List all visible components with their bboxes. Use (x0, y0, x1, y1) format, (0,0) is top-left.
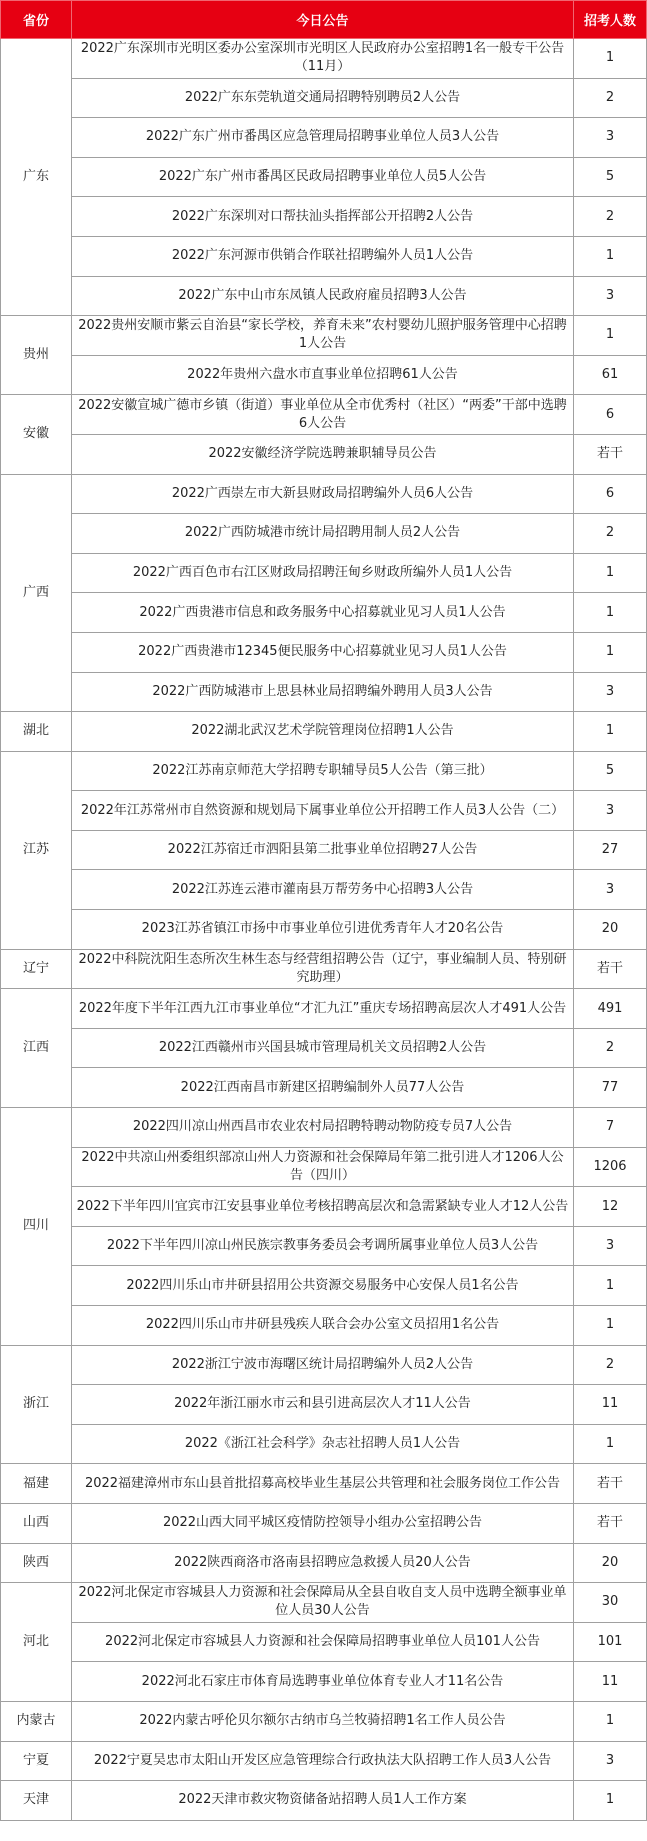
province-cell: 福建 (1, 1464, 72, 1504)
announcement-link[interactable]: 2022四川乐山市井研县招用公共资源交易服务中心安保人员1名公告 (72, 1266, 574, 1306)
recruit-count: 3 (574, 276, 647, 316)
table-row (1, 672, 647, 712)
table-row (1, 632, 647, 672)
table-row (1, 276, 647, 316)
announcement-link[interactable]: 2022浙江宁波市海曙区统计局招聘编外人员2人公告 (72, 1345, 574, 1385)
province-cell: 辽宁 (1, 949, 72, 989)
table-row (1, 39, 647, 79)
announcement-link[interactable]: 2022江苏南京师范大学招聘专职辅导员5人公告（第三批） (72, 751, 574, 791)
recruit-count: 30 (574, 1583, 647, 1623)
table-row (1, 1028, 647, 1068)
announcement-link[interactable]: 2022陕西商洛市洛南县招聘应急救援人员20人公告 (72, 1543, 574, 1583)
province-cell: 内蒙古 (1, 1701, 72, 1741)
table-row (1, 157, 647, 197)
table-row (1, 1543, 647, 1583)
announcement-link[interactable]: 2022江苏连云港市灌南县万帮劳务中心招聘3人公告 (72, 870, 574, 910)
recruit-count: 1206 (574, 1147, 647, 1187)
recruit-count: 5 (574, 157, 647, 197)
announcement-link[interactable]: 2022河北保定市容城县人力资源和社会保障局招聘事业单位人员101人公告 (72, 1622, 574, 1662)
announcement-link[interactable]: 2022广东东莞轨道交通局招聘特别聘员2人公告 (72, 78, 574, 118)
recruit-count: 1 (574, 1306, 647, 1346)
recruit-count: 20 (574, 1543, 647, 1583)
header-count: 招考人数 (574, 1, 647, 39)
announcement-link[interactable]: 2022广东河源市供销合作联社招聘编外人员1人公告 (72, 236, 574, 276)
table-row (1, 791, 647, 831)
announcement-link[interactable]: 2022安徽宣城广德市乡镇（街道）事业单位从全市优秀村（社区）“两委”干部中选聘6人公告 (72, 395, 574, 435)
recruit-count: 3 (574, 791, 647, 831)
province-cell: 山西 (1, 1503, 72, 1543)
table-row (1, 395, 647, 435)
table-row (1, 553, 647, 593)
recruit-count: 11 (574, 1662, 647, 1702)
announcement-link[interactable]: 2022福建漳州市东山县首批招募高校毕业生基层公共管理和社会服务岗位工作公告 (72, 1464, 574, 1504)
province-cell: 陕西 (1, 1543, 72, 1583)
recruit-count: 1 (574, 1424, 647, 1464)
table-row (1, 1741, 647, 1781)
table-row (1, 1464, 647, 1504)
table-row (1, 1226, 647, 1266)
table-row (1, 1345, 647, 1385)
province-cell: 湖北 (1, 712, 72, 752)
recruit-count: 3 (574, 1741, 647, 1781)
announcement-link[interactable]: 2023江苏省镇江市扬中市事业单位引进优秀青年人才20名公告 (72, 910, 574, 950)
table-row (1, 910, 647, 950)
recruit-count: 若干 (574, 949, 647, 989)
table-row (1, 434, 647, 474)
province-cell: 广东 (1, 39, 72, 316)
table-row (1, 830, 647, 870)
announcement-link[interactable]: 2022下半年四川凉山州民族宗教事务委员会考调所属事业单位人员3人公告 (72, 1226, 574, 1266)
recruit-count: 若干 (574, 434, 647, 474)
announcement-link[interactable]: 2022广东深圳市光明区委办公室深圳市光明区人民政府办公室招聘1名一般专干公告（11月） (72, 39, 574, 79)
announcement-link[interactable]: 2022天津市救灾物资储备站招聘人员1人工作方案 (72, 1781, 574, 1821)
announcement-link[interactable]: 2022广西防城港市统计局招聘用制人员2人公告 (72, 514, 574, 554)
table-row (1, 1583, 647, 1623)
table-row (1, 1781, 647, 1821)
table-row (1, 1701, 647, 1741)
province-cell: 天津 (1, 1781, 72, 1821)
table-row (1, 1622, 647, 1662)
announcement-link[interactable]: 2022中科院沈阳生态所次生林生态与经营组招聘公告（辽宁，事业编制人员、特别研究助理） (72, 949, 574, 989)
table-row (1, 989, 647, 1029)
table-row (1, 514, 647, 554)
province-cell: 广西 (1, 474, 72, 712)
table-row (1, 1385, 647, 1425)
recruit-count: 6 (574, 395, 647, 435)
recruit-count: 2 (574, 197, 647, 237)
province-cell: 浙江 (1, 1345, 72, 1464)
table-row (1, 1662, 647, 1702)
recruit-count: 2 (574, 1345, 647, 1385)
recruit-count: 2 (574, 1028, 647, 1068)
recruit-count: 1 (574, 712, 647, 752)
header-row (1, 1, 647, 39)
recruit-count: 491 (574, 989, 647, 1029)
table-row (1, 1306, 647, 1346)
recruit-count: 11 (574, 1385, 647, 1425)
province-cell: 贵州 (1, 316, 72, 395)
announcement-link[interactable]: 2022年江苏常州市自然资源和规划局下属事业单位公开招聘工作人员3人公告（二） (72, 791, 574, 831)
table-row (1, 316, 647, 356)
announcement-link[interactable]: 2022广西贵港市信息和政务服务中心招募就业见习人员1人公告 (72, 593, 574, 633)
announcement-link[interactable]: 2022四川凉山州西昌市农业农村局招聘特聘动物防疫专员7人公告 (72, 1108, 574, 1148)
table-row (1, 870, 647, 910)
announcement-link[interactable]: 2022安徽经济学院选聘兼职辅导员公告 (72, 434, 574, 474)
header-title: 今日公告 (72, 1, 574, 39)
recruit-count: 1 (574, 39, 647, 79)
recruit-count: 1 (574, 593, 647, 633)
recruit-count: 3 (574, 870, 647, 910)
table-row (1, 1424, 647, 1464)
announcement-link[interactable]: 2022宁夏吴忠市太阳山开发区应急管理综合行政执法大队招聘工作人员3人公告 (72, 1741, 574, 1781)
announcement-link[interactable]: 2022广西防城港市上思县林业局招聘编外聘用人员3人公告 (72, 672, 574, 712)
announcement-link[interactable]: 2022中共凉山州委组织部凉山州人力资源和社会保障局年第二批引进人才1206人公告（四川） (72, 1147, 574, 1187)
announcement-link[interactable]: 2022广西崇左市大新县财政局招聘编外人员6人公告 (72, 474, 574, 514)
recruit-count: 1 (574, 1266, 647, 1306)
recruit-count: 2 (574, 78, 647, 118)
table-row (1, 1266, 647, 1306)
header-province: 省份 (1, 1, 72, 39)
announcement-link[interactable]: 2022年贵州六盘水市直事业单位招聘61人公告 (72, 355, 574, 395)
announcement-link[interactable]: 2022江西南昌市新建区招聘编制外人员77人公告 (72, 1068, 574, 1108)
recruit-count: 3 (574, 672, 647, 712)
recruit-count: 12 (574, 1187, 647, 1227)
table-row (1, 78, 647, 118)
announcement-link[interactable]: 2022广西贵港市12345便民服务中心招募就业见习人员1人公告 (72, 632, 574, 672)
table-row (1, 1187, 647, 1227)
recruit-count: 1 (574, 1781, 647, 1821)
announcement-link[interactable]: 2022河北石家庄市体育局选聘事业单位体育专业人才11名公告 (72, 1662, 574, 1702)
announcement-link[interactable]: 2022四川乐山市井研县残疾人联合会办公室文员招用1名公告 (72, 1306, 574, 1346)
table-row (1, 1503, 647, 1543)
announcement-link[interactable]: 2022年浙江丽水市云和县引进高层次人才11人公告 (72, 1385, 574, 1425)
table-row (1, 1147, 647, 1187)
recruit-count: 1 (574, 316, 647, 356)
recruit-count: 27 (574, 830, 647, 870)
recruit-count: 若干 (574, 1464, 647, 1504)
province-cell: 安徽 (1, 395, 72, 474)
recruit-count: 61 (574, 355, 647, 395)
recruit-count: 1 (574, 1701, 647, 1741)
table-row (1, 474, 647, 514)
recruit-count: 77 (574, 1068, 647, 1108)
province-cell: 江西 (1, 989, 72, 1108)
announcement-link[interactable]: 2022江西赣州市兴国县城市管理局机关文员招聘2人公告 (72, 1028, 574, 1068)
table-body (1, 39, 647, 1821)
recruit-count: 3 (574, 1226, 647, 1266)
recruit-count: 2 (574, 514, 647, 554)
announcement-link[interactable]: 2022广东广州市番禺区民政局招聘事业单位人员5人公告 (72, 157, 574, 197)
table-row (1, 751, 647, 791)
announcement-link[interactable]: 2022广东中山市东凤镇人民政府雇员招聘3人公告 (72, 276, 574, 316)
table-row (1, 355, 647, 395)
recruit-count: 1 (574, 236, 647, 276)
table-row (1, 197, 647, 237)
table-row (1, 1068, 647, 1108)
recruit-count: 5 (574, 751, 647, 791)
recruit-count: 若干 (574, 1503, 647, 1543)
announcement-link[interactable]: 2022广东广州市番禺区应急管理局招聘事业单位人员3人公告 (72, 118, 574, 158)
province-cell: 宁夏 (1, 1741, 72, 1781)
table-row (1, 1108, 647, 1148)
table-row (1, 712, 647, 752)
announcement-link[interactable]: 2022《浙江社会科学》杂志社招聘人员1人公告 (72, 1424, 574, 1464)
recruit-count: 1 (574, 553, 647, 593)
table-row (1, 949, 647, 989)
recruit-count: 1 (574, 632, 647, 672)
recruit-count: 20 (574, 910, 647, 950)
province-cell: 江苏 (1, 751, 72, 949)
table-row (1, 118, 647, 158)
announcement-link[interactable]: 2022内蒙古呼伦贝尔额尔古纳市乌兰牧骑招聘1名工作人员公告 (72, 1701, 574, 1741)
announcement-link[interactable]: 2022广东深圳对口帮扶汕头指挥部公开招聘2人公告 (72, 197, 574, 237)
province-cell: 四川 (1, 1108, 72, 1346)
recruit-count: 101 (574, 1622, 647, 1662)
table-row (1, 236, 647, 276)
recruit-count: 6 (574, 474, 647, 514)
announcement-link[interactable]: 2022湖北武汉艺术学院管理岗位招聘1人公告 (72, 712, 574, 752)
announcement-link[interactable]: 2022下半年四川宜宾市江安县事业单位考核招聘高层次和急需紧缺专业人才12人公告 (72, 1187, 574, 1227)
announcement-link[interactable]: 2022广西百色市右江区财政局招聘汪甸乡财政所编外人员1人公告 (72, 553, 574, 593)
announcement-link[interactable]: 2022河北保定市容城县人力资源和社会保障局从全县自收自支人员中选聘全额事业单位人员30人公告 (72, 1583, 574, 1623)
table-row (1, 593, 647, 633)
announcement-link[interactable]: 2022年度下半年江西九江市事业单位“才汇九江”重庆专场招聘高层次人才491人公告 (72, 989, 574, 1029)
recruit-count: 7 (574, 1108, 647, 1148)
announcement-link[interactable]: 2022山西大同平城区疫情防控领导小组办公室招聘公告 (72, 1503, 574, 1543)
announcement-link[interactable]: 2022江苏宿迁市泗阳县第二批事业单位招聘27人公告 (72, 830, 574, 870)
announcement-link[interactable]: 2022贵州安顺市紫云自治县“家长学校，养育未来”农村婴幼儿照护服务管理中心招聘1人公告 (72, 316, 574, 356)
recruit-count: 3 (574, 118, 647, 158)
province-cell: 河北 (1, 1583, 72, 1702)
